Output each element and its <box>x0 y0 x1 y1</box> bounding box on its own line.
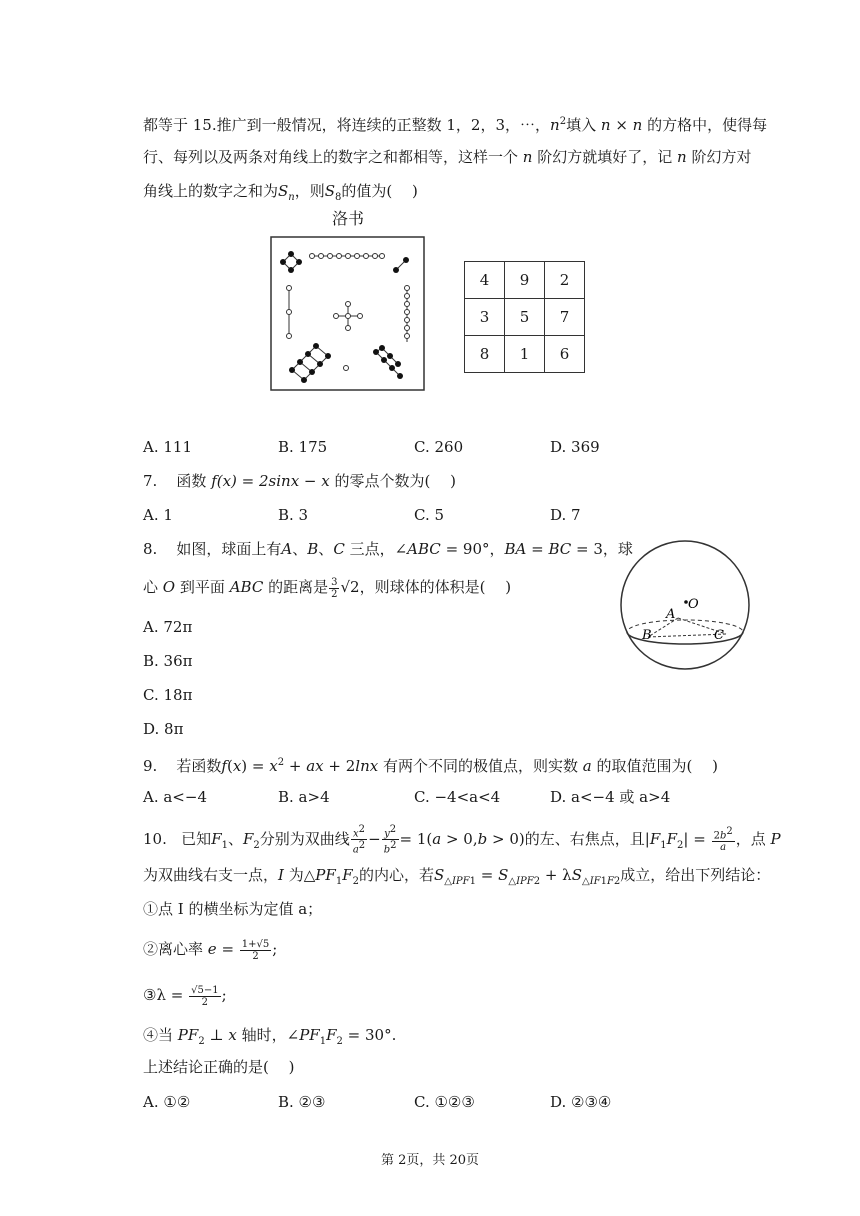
q9-number: 9. <box>143 757 158 775</box>
magic-square-cell: 4 <box>465 262 505 299</box>
q7-option-a[interactable]: A. 1 <box>143 506 173 524</box>
q10-stem-line-1: 10. 已知$F_1$、$F_2$分别为双曲线 $\frac{x^2}{a^2}$ − $\frac{y^2}{b^2}$ = 1(a > 0,b > 0)的左、右焦点，且$|F_1F_2|$ = $\frac{2b^2}{a}$ ，点 P <box>143 824 781 856</box>
q8-stem-line-2: 心 O 到平面 ABC 的距离是 $\frac{3}{2}$ √2，则球体的体积是( ) <box>143 576 512 600</box>
magic-square-cell: 6 <box>545 336 585 373</box>
q6-line3-part-a: 角线上的数字之和为 <box>143 182 279 200</box>
q6-option-d[interactable]: D. 369 <box>550 438 600 456</box>
q10-stem-line-2: 为双曲线右支一点，I 为$\triangle PF_1F_2$的内心，若$S_{\triangle IPF1} = S_{\triangle IPF2} + \lambda S_{\triangle IF1F2}$成立，给出下列结论： <box>143 866 771 887</box>
q9-text-b: 有两个不同的极值点，则实数 <box>382 757 578 775</box>
q9-text-c: 的取值范围为( ) <box>596 757 718 775</box>
q10-line1-b: 分别为双曲线 <box>259 829 350 848</box>
q7-option-c[interactable]: C. 5 <box>414 506 445 524</box>
q8-line2-a: 心 <box>143 578 159 596</box>
q9-option-d[interactable]: D. a<−4 或 a>4 <box>550 788 671 806</box>
q8-line1-b: 三点， <box>349 540 395 558</box>
q10-line2-a: 为双曲线右支一点， <box>143 866 279 884</box>
sphere-label-c: C <box>714 628 724 643</box>
q10-line1-c: 的左、右焦点，且 <box>524 829 645 848</box>
q8-line1-a: 如图，球面上有 <box>176 540 282 558</box>
q6-text-line-1: 都等于 15.推广到一般情况，将连续的正整数 1，2，3，⋯，$n^2$填入 n × n 的方格中，使得每 <box>143 116 768 134</box>
q8-line2-c: 的距离是 <box>268 578 329 596</box>
q6-option-a[interactable]: A. 111 <box>143 438 192 456</box>
magic-square-table <box>464 261 585 373</box>
q6-line1-part-b: 填入 <box>566 116 597 134</box>
q9-option-c[interactable]: C. −4<a<4 <box>414 788 501 806</box>
q6-line2-part-b: 阶幻方就填好了，记 <box>537 148 673 166</box>
q8-line2-b: 到平面 <box>179 578 225 596</box>
sphere-label-o: O <box>688 597 699 612</box>
magic-square-cell: 9 <box>505 262 545 299</box>
q10-conclusion-2: ②离心率 e = $\frac{1+√5}{2}$ ; <box>143 938 278 962</box>
magic-square-cell: 1 <box>505 336 545 373</box>
q10-line1-a: 已知 <box>181 829 212 848</box>
q10-line2-d: 成立，给出下列结论： <box>620 866 771 884</box>
q10-line2-c: 的内心，若 <box>358 866 434 884</box>
q10-line2-b: 为 <box>288 866 304 884</box>
magic-square-cell: 8 <box>465 336 505 373</box>
q10-c4-b: 轴时， <box>241 1026 287 1044</box>
q8-option-a[interactable]: A. 72π <box>143 618 193 636</box>
q8-option-c[interactable]: C. 18π <box>143 686 193 704</box>
q6-option-b[interactable]: B. 175 <box>278 438 328 456</box>
q9-stem: 9. 若函数$f(x) = x^2$ + ax + 2lnx 有两个不同的极值点，则实数 a 的取值范围为( ) <box>143 757 718 775</box>
q7-text-b: 的零点个数为( ) <box>334 472 456 490</box>
q10-c4-a: ④当 <box>143 1026 174 1044</box>
sphere-label-b: B <box>642 628 652 643</box>
q6-line2-part-a: 行、每列以及两条对角线上的数字之和都相等，这样一个 <box>143 148 519 166</box>
q10-line1-d: ，点 <box>735 829 766 848</box>
q7-option-b[interactable]: B. 3 <box>278 506 309 524</box>
q8-stem-line-1: 8. 如图，球面上有A、B、C 三点，∠ABC = 90°，BA = BC = 3，球 <box>143 540 633 558</box>
q8-line1-d: ，球 <box>602 540 633 558</box>
magic-square-cell: 5 <box>505 299 545 336</box>
q10-option-a[interactable]: A. ①② <box>143 1093 191 1111</box>
q10-c3-a: ③ <box>143 986 157 1004</box>
q10-option-b[interactable]: B. ②③ <box>278 1093 326 1111</box>
q10-number: 10. <box>143 829 167 848</box>
q10-conclusion-4: ④当 $PF_2$ ⊥ x 轴时，$\angle PF_1F_2 = 30^\circ$. <box>143 1026 397 1047</box>
magic-square-cell: 2 <box>545 262 585 299</box>
q7-number: 7. <box>143 472 158 490</box>
q7-formula: f(x) = 2sinx − x <box>211 472 330 490</box>
q8-line2-d: ，则球体的体积是( ) <box>359 578 512 596</box>
q6-option-c[interactable]: C. 260 <box>414 438 464 456</box>
q7-text-a: 函数 <box>176 472 207 490</box>
luoshu-title: 洛书 <box>332 209 365 228</box>
q10-summary: 上述结论正确的是( ) <box>143 1058 295 1076</box>
q6-line1-part-a: 都等于 15.推广到一般情况，将连续的正整数 1，2，3，⋯， <box>143 116 551 134</box>
q9-text-a: 若函数 <box>176 757 222 775</box>
q10-conclusion-1: ①点 I 的横坐标为定值 a； <box>143 900 323 918</box>
magic-square-cell: 3 <box>465 299 505 336</box>
q8-option-d[interactable]: D. 8π <box>143 720 184 738</box>
q10-option-c[interactable]: C. ①②③ <box>414 1093 475 1111</box>
q7-stem <box>143 470 456 492</box>
q6-line3-part-c: 的值为( ) <box>341 182 418 200</box>
q7-option-d[interactable]: D. 7 <box>550 506 581 524</box>
q10-conclusion-3: ③λ = $\frac{√5-1}{2}$ ; <box>143 984 227 1008</box>
q6-line1-part-c: 的方格中，使得每 <box>647 116 768 134</box>
q6-text-line-3: 角线上的数字之和为$S_n$，则$S_8$的值为( ) <box>143 182 418 203</box>
q6-line2-part-c: 阶幻方对 <box>691 148 752 166</box>
page-footer: 第 2页，共 20页 <box>380 1153 480 1168</box>
q8-number: 8. <box>143 540 158 558</box>
magic-square-cell: 7 <box>545 299 585 336</box>
q6-text-line-2: 行、每列以及两条对角线上的数字之和都相等，这样一个 n 阶幻方就填好了，记 n 阶幻方对 <box>143 148 752 166</box>
q10-c2-a: ②离心率 <box>143 940 204 958</box>
luoshu-diagram <box>270 236 426 392</box>
q9-option-a[interactable]: A. a<−4 <box>143 788 207 806</box>
q10-option-d[interactable]: D. ②③④ <box>550 1093 612 1111</box>
q8-option-b[interactable]: B. 36π <box>143 652 193 670</box>
q6-line3-part-b: ，则 <box>294 182 325 200</box>
q8-line1-c: ， <box>489 540 505 558</box>
q9-option-b[interactable]: B. a>4 <box>278 788 330 806</box>
sphere-label-a: A <box>666 607 676 622</box>
sphere-diagram <box>618 538 752 672</box>
